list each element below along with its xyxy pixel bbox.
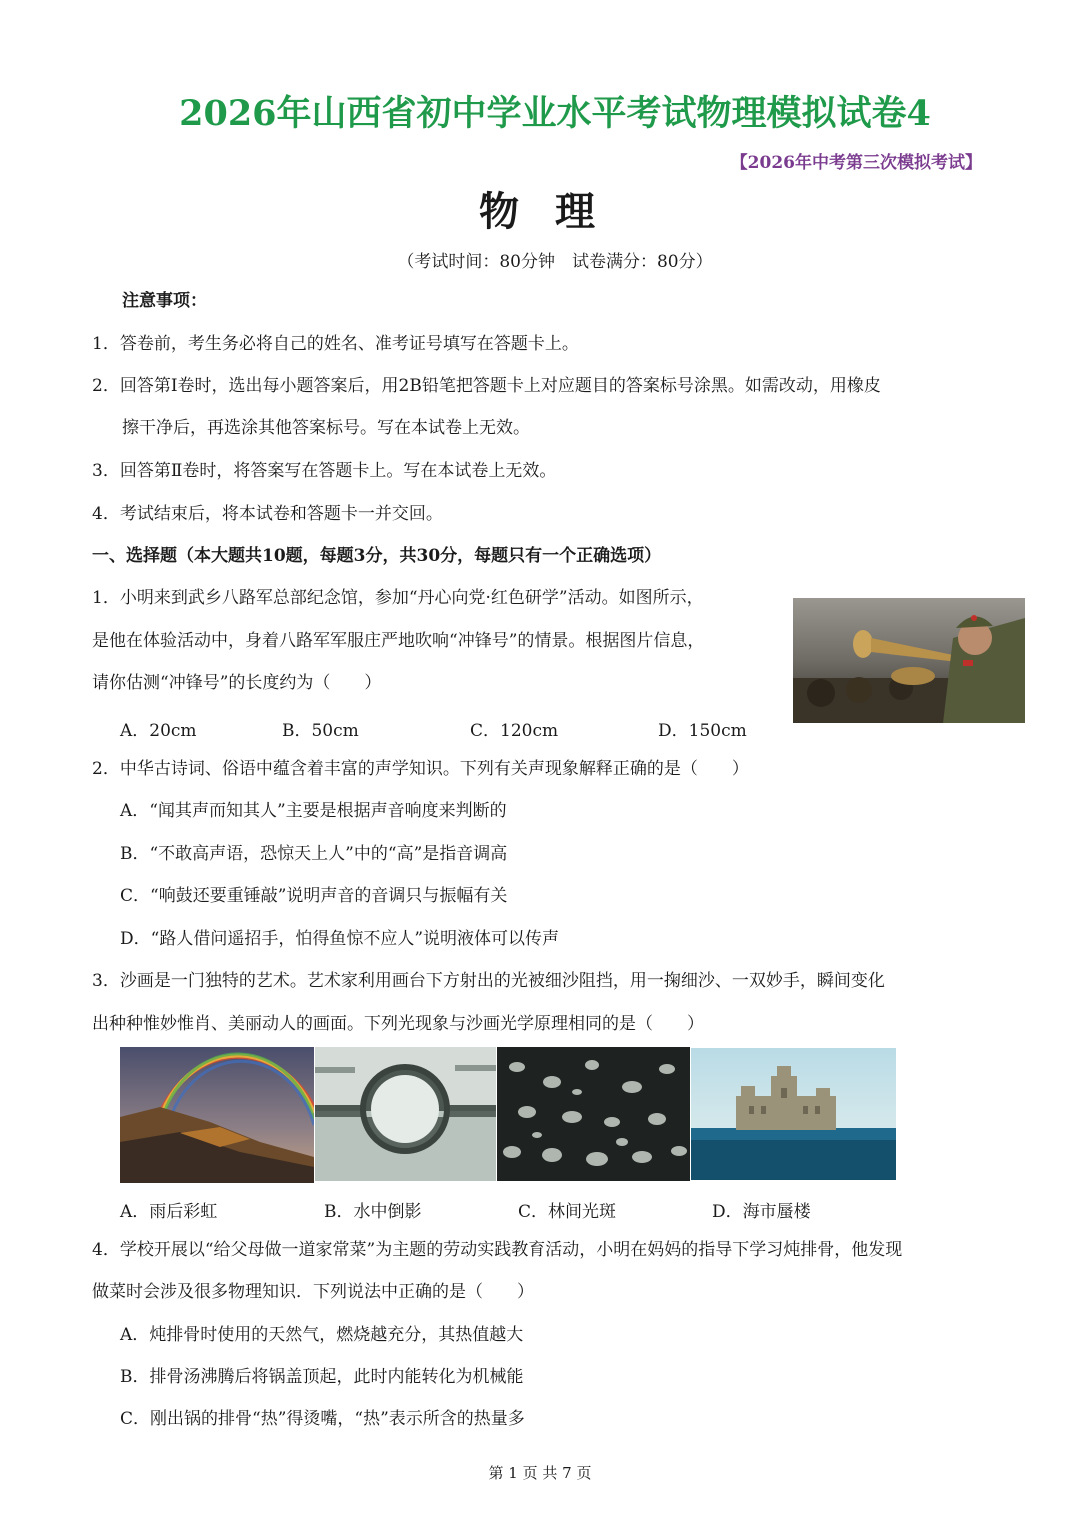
q1-line-1: 1．小明来到武乡八路军总部纪念馆，参加“丹心向党·红色研学”活动。如图所示， [92, 588, 704, 608]
q4-line-2: 做菜时会涉及很多物理知识．下列说法中正确的是（ ） [92, 1282, 534, 1302]
q4-option-c: C．刚出锅的排骨“热”得烫嘴，“热”表示所含的热量多 [120, 1409, 525, 1429]
bugler-photo [793, 598, 1025, 723]
q2-stem: 2．中华古诗词、俗语中蕴含着丰富的声学知识。下列有关声现象解释正确的是（ ） [92, 759, 749, 779]
q4-option-a: A．炖排骨时使用的天然气，燃烧越充分，其热值越大 [120, 1325, 524, 1345]
q1-line-2: 是他在体验活动中，身着八路军军服庄严地吹响“冲锋号”的情景。根据图片信息， [92, 631, 705, 651]
subject-heading: 物理 [479, 188, 631, 235]
q3-caption-a: A．雨后彩虹 [120, 1202, 218, 1222]
bridge-reflection-photo [315, 1047, 496, 1181]
q3-caption-b: B．水中倒影 [324, 1202, 422, 1222]
q3-line-2: 出种种惟妙惟肖、美丽动人的画面。下列光现象与沙画光学原理相同的是（ ） [92, 1014, 704, 1034]
q4-option-b: B．排骨汤沸腾后将锅盖顶起，此时内能转化为机械能 [120, 1367, 524, 1387]
q1-option-b: B．50cm [282, 721, 359, 741]
q2-option-d: D．“路人借问遥招手，怕得鱼惊不应人”说明液体可以传声 [120, 929, 560, 949]
page-footer: 第 1 页 共 7 页 [488, 1464, 592, 1482]
note-item-4: 4．考试结束后，将本试卷和答题卡一并交回。 [92, 504, 443, 524]
forest-light-photo [497, 1047, 690, 1181]
q2-option-a: A．“闻其声而知其人”主要是根据声音响度来判断的 [120, 801, 507, 821]
note-item-2: 2．回答第Ⅰ卷时，选出每小题答案后，用2B铅笔把答题卡上对应题目的答案标号涂黑。如需改动，用橡皮 [92, 376, 881, 396]
note-item-2-cont: 擦干净后，再选涂其他答案标号。写在本试卷上无效。 [122, 418, 530, 438]
note-item-1: 1．答卷前，考生务必将自己的姓名、准考证号填写在答题卡上。 [92, 334, 579, 354]
q1-line-3: 请你估测“冲锋号”的长度约为（ ） [92, 673, 382, 693]
q1-option-a: A．20cm [120, 721, 197, 741]
q1-option-d: D．150cm [658, 721, 747, 741]
q3-caption-c: C．林间光斑 [518, 1202, 617, 1222]
mirage-photo [691, 1048, 896, 1180]
q3-caption-d: D．海市蜃楼 [712, 1202, 811, 1222]
notes-heading: 注意事项： [122, 291, 207, 311]
exam-title: 2026年山西省初中学业水平考试物理模拟试卷4 [179, 93, 931, 134]
exam-info: （考试时间：80分钟 试卷满分：80分） [397, 252, 713, 272]
exam-subtitle: 【2026年中考第三次模拟考试】 [730, 153, 982, 173]
rainbow-photo [120, 1047, 314, 1183]
note-item-3: 3．回答第Ⅱ卷时，将答案写在答题卡上。写在本试卷上无效。 [92, 461, 557, 481]
q2-option-c: C．“响鼓还要重锤敲”说明声音的音调只与振幅有关 [120, 886, 508, 906]
q2-option-b: B．“不敢高声语，恐惊天上人”中的“高”是指音调高 [120, 844, 508, 864]
q3-line-1: 3．沙画是一门独特的艺术。艺术家利用画台下方射出的光被细沙阻挡，用一掬细沙、一双妙手，瞬间变化 [92, 971, 885, 991]
section-heading: 一、选择题（本大题共10题，每题3分，共30分，每题只有一个正确选项） [92, 546, 662, 566]
q4-line-1: 4．学校开展以“给父母做一道家常菜”为主题的劳动实践教育活动，小明在妈妈的指导下学习炖排骨，他发现 [92, 1240, 903, 1260]
q1-option-c: C．120cm [470, 721, 559, 741]
